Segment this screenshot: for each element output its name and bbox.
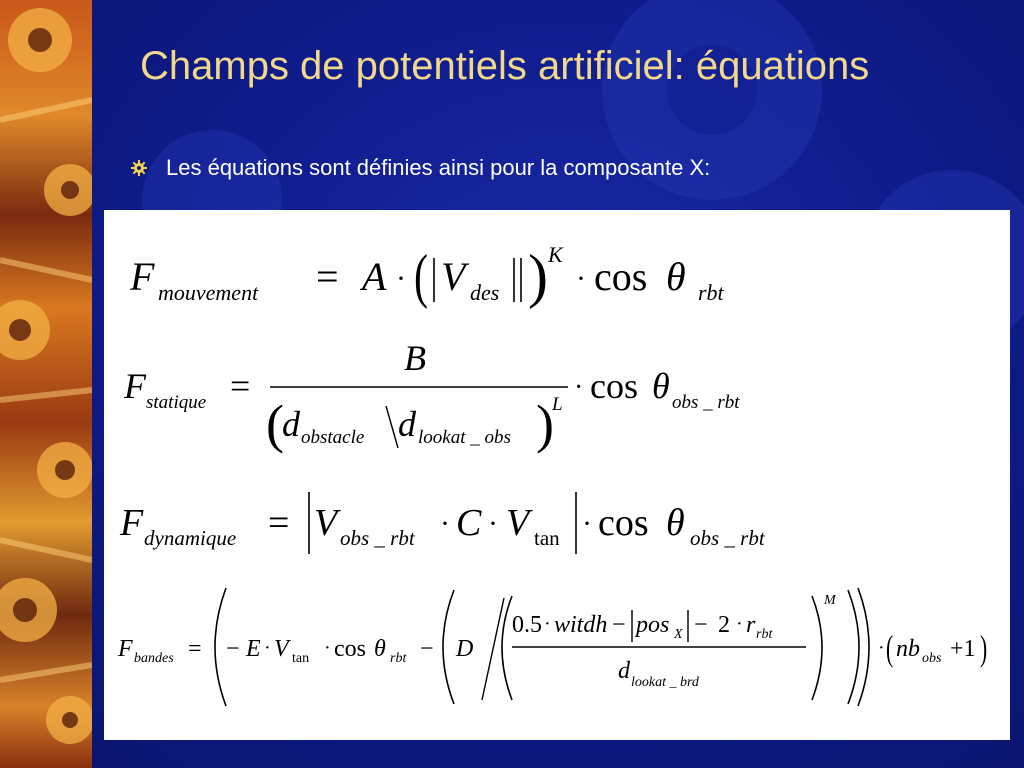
eq4-den-d: d [618,658,630,684]
eq4-witdh: witdh [554,612,608,638]
eq4-dot4: · [736,613,743,635]
eq4-pos: pos [636,612,670,638]
eq2-d1: d [282,404,300,444]
eq1-V-sub: des [470,280,500,305]
eq4-dot2: · [324,637,331,659]
eq4-inner-lparen [502,596,512,700]
eq2-slash [386,406,398,448]
gear-decoration-strip [0,0,92,768]
eq4-exp-M: M [824,593,836,608]
eq3-theta: θ [666,502,685,544]
eq3-dot2: · [488,507,498,540]
eq4-inner-rparen [812,596,822,700]
eq4-mid-rparen [848,590,859,704]
eq4-r: r [746,612,756,638]
eq4-minus3: − [612,612,626,638]
eq3-equals: = [268,502,290,544]
eq1-exp-K: K [548,242,563,267]
eq1-dot1: · [396,262,406,295]
eq2-numerator-B: B [404,338,426,378]
eq1-F-sub: mouvement [158,280,259,305]
eq4-two: 2 [718,612,730,638]
eq2-cos: cos [590,366,638,406]
eq4-last-rparen: ) [979,629,988,669]
eq4-minus2: − [420,636,434,662]
equation-mouvement [129,242,725,310]
eq2-d1-sub: obstacle [301,427,365,448]
eq4-last-lparen: ( [886,629,894,669]
eq2-dot: · [574,372,584,403]
eq3-F: F [120,502,144,544]
eq4-mid-lparen [443,590,454,704]
eq4-dot5: · [878,637,885,659]
eq4-D: D [456,636,474,662]
equation-statique [123,338,740,454]
slide-title: Champs de potentiels artificiel: équations [140,44,870,88]
eq2-equals: = [230,366,251,406]
eq1-rparen: ) [528,243,548,309]
eq2-theta: θ [652,366,670,406]
equation-bandes [117,588,987,706]
eq2-rparen: ) [536,394,554,454]
eq4-dot3: · [544,613,551,635]
eq3-dot1: · [440,507,450,540]
eq4-equals: = [188,636,202,662]
eq3-dot3: · [582,507,592,540]
eq1-F: F [130,254,155,299]
eq4-slash [482,598,504,700]
eq2-F: F [124,366,146,406]
gear-bullet-icon [130,159,148,177]
eq4-dot1: · [264,637,271,659]
eq4-nb-sub: obs [922,651,942,666]
eq3-V2-sub: tan [534,526,560,550]
eq4-pos-sub: X [674,627,683,642]
eq4-theta: θ [374,636,386,662]
eq3-C: C [456,502,482,544]
eq4-r-sub: rbt [756,627,773,642]
eq3-V1: V [314,502,338,544]
equation-dynamique [119,492,766,554]
eq4-F-sub: bandes [134,651,174,666]
eq4-nb: nb [896,636,920,662]
bullet-item [130,150,710,186]
eq1-V: V [441,254,466,299]
eq4-half: 0.5 [512,612,542,638]
equations-panel [104,210,1010,740]
eq3-V1-sub: obs _ rbt [340,526,415,550]
eq4-den-sub: lookat _ brd [631,675,699,690]
eq4-theta-sub: rbt [390,651,407,666]
eq2-exp-L: L [552,394,563,415]
eq3-theta-sub: obs _ rbt [690,526,765,550]
eq1-theta-sub: rbt [698,280,724,305]
eq3-cos: cos [598,502,649,544]
eq4-V: V [274,636,289,662]
eq2-d2-sub: lookat _ obs [418,427,511,448]
eq1-lparen: ( [414,243,428,310]
bullet-text: Les équations sont définies ainsi pour la composante X: [166,155,711,180]
eq4-minus1: − [226,636,240,662]
eq4-minus4: − [694,612,708,638]
eq1-dot2: · [576,262,586,295]
gears-icon [0,0,92,768]
eq1-theta: θ [666,254,686,299]
eq2-lparen: ( [266,394,284,454]
eq1-A: A [362,254,387,299]
eq2-theta-sub: obs _ rbt [672,392,740,413]
eq4-outer-lparen [215,588,226,706]
eq1-equals: = [316,254,339,299]
eq1-cos: cos [594,254,648,299]
eq2-F-sub: statique [146,392,207,413]
eq4-E: E [246,636,261,662]
eq3-V2: V [506,502,530,544]
eq4-V-sub: tan [292,651,310,666]
eq4-plus-one: +1 [950,636,976,662]
eq4-F: F [118,636,133,662]
eq2-d2: d [398,404,416,444]
eq3-F-sub: dynamique [144,526,237,550]
eq4-cos: cos [334,636,366,662]
